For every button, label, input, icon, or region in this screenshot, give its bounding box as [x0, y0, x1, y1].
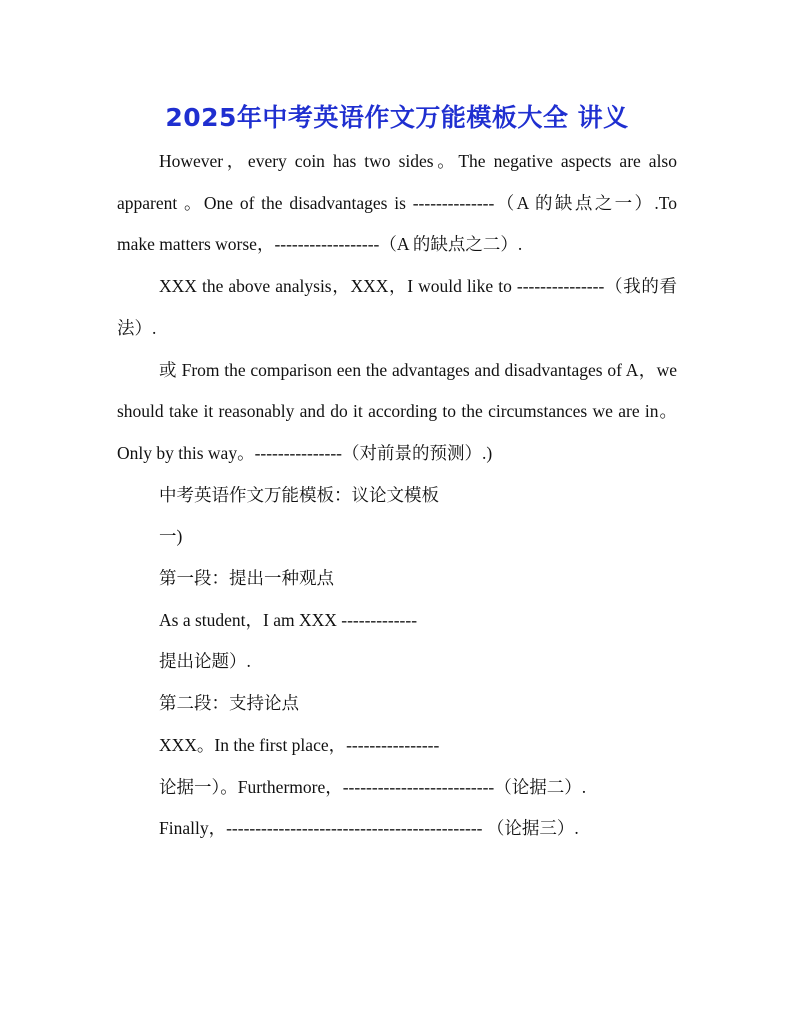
template-number: 一) — [159, 526, 183, 547]
section-two-line-three: Finally，-------------------------------------------- （论据三）. — [159, 818, 579, 839]
section-one-topic: 提出论题）. — [159, 651, 251, 672]
document-title: 2025年中考英语作文万能模板大全 讲义 — [165, 103, 629, 132]
section-two-heading: 第二段：支持论点 — [159, 693, 299, 714]
paragraph-opinion: XXX the above analysis，XXX，I would like to ---------------（我的看法）. — [117, 276, 677, 338]
document-body — [117, 141, 677, 850]
paragraph-comparison: 或 From the comparison een the advantages and disadvantages of A，we should take it reasonably and do it according to the circumstances we are in。Only by this way。---------------（对前景的预测）.) — [117, 359, 677, 463]
template-heading: 中考英语作文万能模板：议论文模板 — [159, 484, 439, 505]
section-two-line-one: XXX。In the first place，---------------- — [159, 734, 440, 755]
paragraph-disadvantages: However，every coin has two sides。The negative aspects are also apparent 。One of the disadvantages is --------------（A 的缺点之一）.To make matters worse，------------------（A 的缺点之二）. — [117, 151, 677, 255]
section-one-line: As a student，I am XXX ------------- — [159, 609, 418, 630]
section-two-line-two: 论据一）。Furthermore，--------------------------（论据二）. — [159, 776, 587, 797]
section-one-heading: 第一段：提出一种观点 — [159, 568, 334, 589]
